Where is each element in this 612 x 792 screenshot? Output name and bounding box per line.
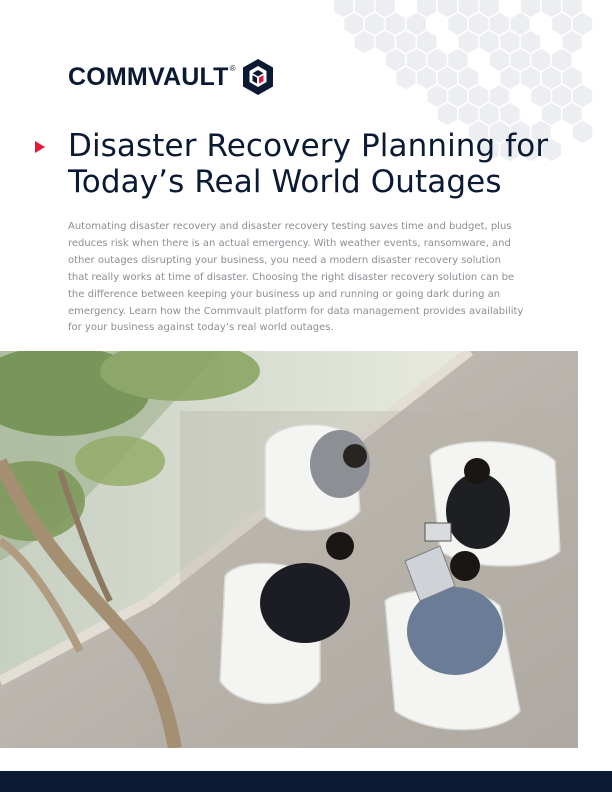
- intro-line: other outages disrupting your business, you need a modern disaster recovery solution: [68, 254, 501, 266]
- intro-line: reduces risk when there is an actual emergency. With weather events, ransomware, and: [68, 237, 511, 249]
- hexagon-pattern-cell: [396, 66, 417, 90]
- intro-line: the difference between keeping your business up and running or going dark during an: [68, 288, 501, 300]
- triangle-bullet-icon: [35, 141, 45, 153]
- intro-line: emergency. Learn how the Commvault platform for data management provides availability: [68, 305, 524, 317]
- hexagon-pattern-cell: [437, 102, 458, 126]
- registered-mark: ®: [229, 63, 236, 73]
- title-line-1: Disaster Recovery Planning for: [68, 128, 549, 164]
- page-title: [68, 128, 568, 200]
- intro-line: for your business against today’s real world outages.: [68, 322, 334, 334]
- hexagon-pattern-cell: [354, 30, 375, 54]
- intro-line: that really works at time of disaster. Choosing the right disaster recovery solution can be: [68, 271, 515, 283]
- intro-paragraph: [68, 219, 538, 337]
- footer-bar: [0, 771, 612, 792]
- meeting-photo: [0, 351, 578, 748]
- hexagon-pattern-cell: [572, 120, 593, 144]
- commvault-cube-icon: [241, 58, 275, 96]
- logo-wordmark: COMMVAULT: [68, 62, 229, 91]
- title-line-2: Today’s Real World Outages: [68, 164, 502, 200]
- commvault-logo: [68, 58, 275, 96]
- intro-line: Automating disaster recovery and disaster recovery testing saves time and budget, plus: [68, 221, 512, 232]
